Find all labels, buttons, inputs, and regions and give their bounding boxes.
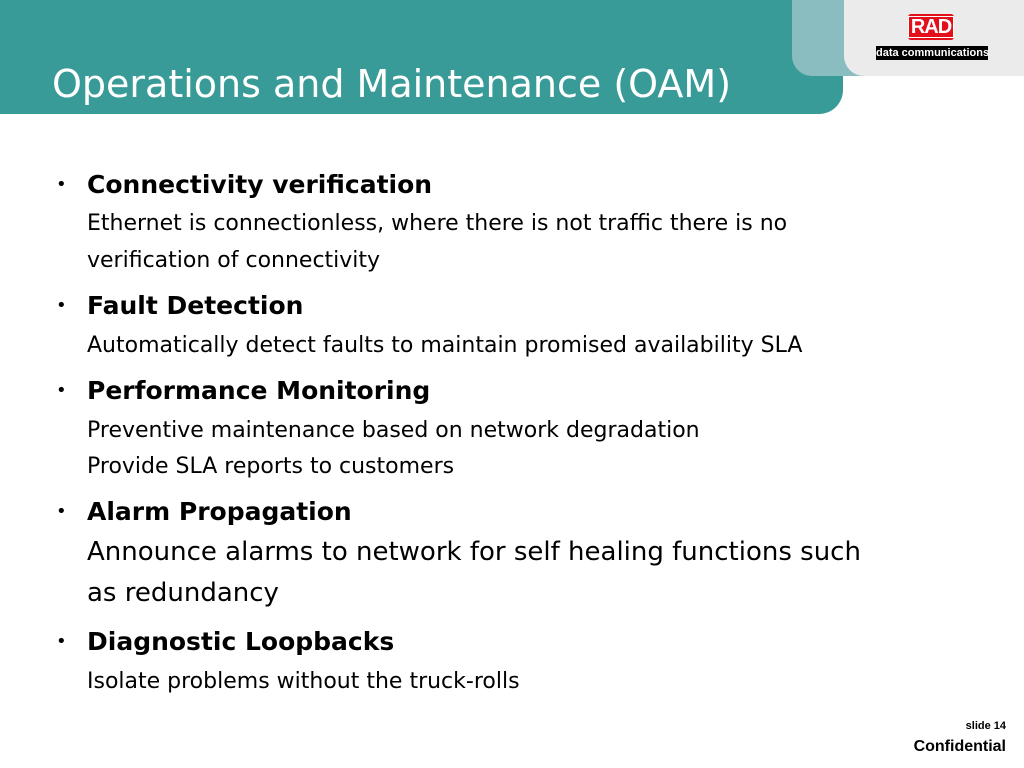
item-text: Automatically detect faults to maintain promised availability SLA [87, 333, 803, 358]
item-heading: Connectivity verification [87, 170, 433, 199]
logo-brand: RAD [908, 16, 954, 38]
bullet-icon: • [56, 631, 67, 652]
item-text: Ethernet is connectionless, where there is not traffic there is no [87, 211, 788, 236]
item-text: as redundancy [87, 578, 279, 608]
logo-tagline: data communications [876, 47, 990, 59]
item-text: Provide SLA reports to customers [87, 454, 455, 479]
item-heading: Diagnostic Loopbacks [87, 627, 395, 656]
bullet-icon: • [56, 501, 67, 522]
rad-logo-icon [908, 14, 954, 40]
item-heading: Alarm Propagation [87, 497, 352, 526]
item-text: Announce alarms to network for self healing functions such [87, 537, 861, 567]
slide-title: Operations and Maintenance (OAM) [52, 62, 732, 106]
item-text: Isolate problems without the truck-rolls [87, 669, 520, 694]
item-heading: Fault Detection [87, 291, 304, 320]
confidential-label: Confidential [913, 738, 1006, 755]
item-heading: Performance Monitoring [87, 376, 431, 405]
bullet-icon: • [56, 174, 67, 195]
bullet-icon: • [56, 295, 67, 316]
item-text: verification of connectivity [87, 248, 381, 273]
item-text: Preventive maintenance based on network degradation [87, 418, 700, 443]
bullet-icon: • [56, 380, 67, 401]
slide-number: slide 14 [965, 720, 1006, 732]
